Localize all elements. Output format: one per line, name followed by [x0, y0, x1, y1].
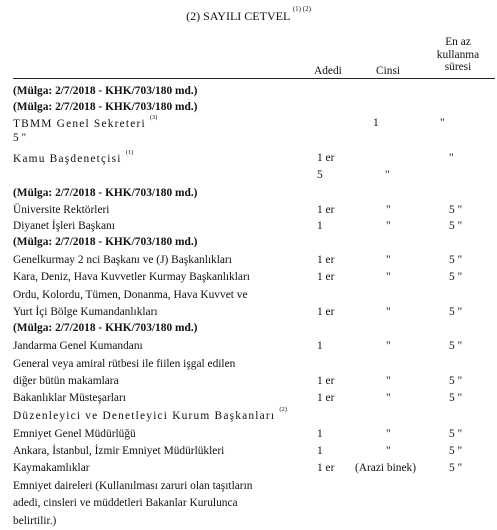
row-sure: 5 "	[449, 428, 463, 440]
row-sure: 5 "	[449, 254, 463, 266]
row-adedi: 5	[317, 169, 323, 181]
row-sure: 5 "	[449, 204, 463, 216]
row-adedi: 1 er	[317, 152, 335, 164]
table-title-text: (2) SAYILI CETVEL	[186, 9, 290, 23]
row-adedi: 1 er	[317, 462, 335, 474]
row-sure: 5 "	[449, 340, 463, 352]
row-label: Üniversite Rektörleri	[13, 204, 110, 216]
row-cinsi: "	[385, 169, 390, 181]
row-adedi: 1 er	[317, 392, 335, 404]
row-label: 5 "	[13, 132, 27, 144]
row-cinsi: "	[386, 428, 391, 440]
row-footnote: (1)	[125, 149, 134, 156]
row-sure: 5 "	[449, 462, 463, 474]
row-cinsi: "	[386, 254, 391, 266]
header-cinsi: Cinsi	[376, 65, 401, 77]
row-label: Kara, Deniz, Hava Kuvvetler Kurmay Başkanlıkları	[13, 271, 250, 283]
row-adedi: 1 er	[317, 254, 335, 266]
row-cinsi: "	[386, 204, 391, 216]
row-cinsi: (Arazi binek)	[355, 462, 417, 474]
repealed-note: (Mülga: 2/7/2018 - KHK/703/180 md.)	[13, 101, 198, 113]
row-sure: 5 "	[449, 271, 463, 283]
row-label: General veya amiral rütbesi ile fiilen işgal edilen	[13, 358, 236, 370]
row-adedi: 1 er	[317, 271, 335, 283]
row-label	[13, 114, 158, 130]
row-label: Diyanet İşleri Başkanı	[13, 220, 115, 232]
repealed-note: (Mülga: 2/7/2018 - KHK/703/180 md.)	[13, 85, 198, 97]
row-adedi: 1	[317, 428, 323, 440]
row-label	[13, 406, 287, 422]
row-adedi: 1	[373, 117, 379, 129]
row-sure: 5 "	[449, 220, 463, 232]
row-cinsi: "	[386, 220, 391, 232]
row-cinsi: "	[386, 340, 391, 352]
row-footnote: (3)	[149, 114, 158, 121]
row-label: Emniyet Genel Müdürlüğü	[13, 428, 136, 440]
row-sure: 5 "	[449, 392, 463, 404]
row-cinsi: "	[386, 392, 391, 404]
row-label	[13, 149, 134, 165]
row-sure: 5 "	[449, 375, 463, 387]
row-adedi: 1 er	[317, 306, 335, 318]
row-label: Emniyet daireleri (Kullanılması zaruri olan taşıtların	[13, 480, 253, 492]
header-min-usage-line1: En az	[445, 36, 471, 48]
row-cinsi: "	[386, 445, 391, 457]
row-adedi: 1	[317, 220, 323, 232]
repealed-note: (Mülga: 2/7/2018 - KHK/703/180 md.)	[13, 187, 198, 199]
header-rule	[13, 78, 495, 79]
row-label: belirtilir.)	[13, 515, 57, 527]
row-label: Bakanlıklar Müsteşarları	[13, 392, 126, 404]
row-label: diğer bütün makamlara	[13, 375, 119, 387]
row-adedi: 1 er	[317, 375, 335, 387]
row-adedi: 1	[317, 340, 323, 352]
row-cinsi: "	[386, 375, 391, 387]
header-adedi: Adedi	[314, 65, 342, 77]
row-cinsi: "	[449, 152, 454, 164]
header-min-usage-period	[418, 36, 497, 74]
header-min-usage-line2: kullanma	[436, 48, 480, 61]
row-footnote: (2)	[279, 406, 287, 413]
row-label-text: TBMM Genel Sekreteri	[13, 117, 146, 130]
row-label-text: Düzenleyici ve Denetleyici Kurum Başkanları	[13, 409, 276, 422]
row-sure: 5 "	[449, 306, 463, 318]
row-label: Ordu, Kolordu, Tümen, Donanma, Hava Kuvvet ve	[13, 289, 248, 301]
row-label: Yurt İçi Bölge Kumandanlıkları	[13, 306, 158, 318]
header-min-usage-line3: süresi	[444, 61, 472, 73]
row-label: Ankara, İstanbul, İzmir Emniyet Müdürlükleri	[13, 445, 225, 457]
row-sure: 5 "	[449, 445, 463, 457]
row-label: adedi, cinsleri ve müddetleri Bakanlar Kurulunca	[13, 497, 238, 509]
row-label: Kaymakamlıklar	[13, 462, 90, 474]
row-adedi: 1	[317, 445, 323, 457]
repealed-note: (Mülga: 2/7/2018 - KHK/703/180 md.)	[13, 236, 198, 248]
row-cinsi: "	[386, 306, 391, 318]
table-title	[0, 5, 497, 23]
row-label: Jandarma Genel Kumandanı	[13, 340, 143, 352]
row-label: Genelkurmay 2 nci Başkanı ve (J) Başkanlıkları	[13, 254, 232, 266]
row-label-text: Kamu Başdenetçisi	[13, 152, 122, 165]
repealed-note: (Mülga: 2/7/2018 - KHK/703/180 md.)	[13, 322, 198, 334]
row-adedi: 1 er	[317, 204, 335, 216]
table-title-footnote: (1) (2)	[292, 5, 311, 13]
row-cinsi: "	[440, 117, 445, 129]
row-cinsi: "	[386, 271, 391, 283]
